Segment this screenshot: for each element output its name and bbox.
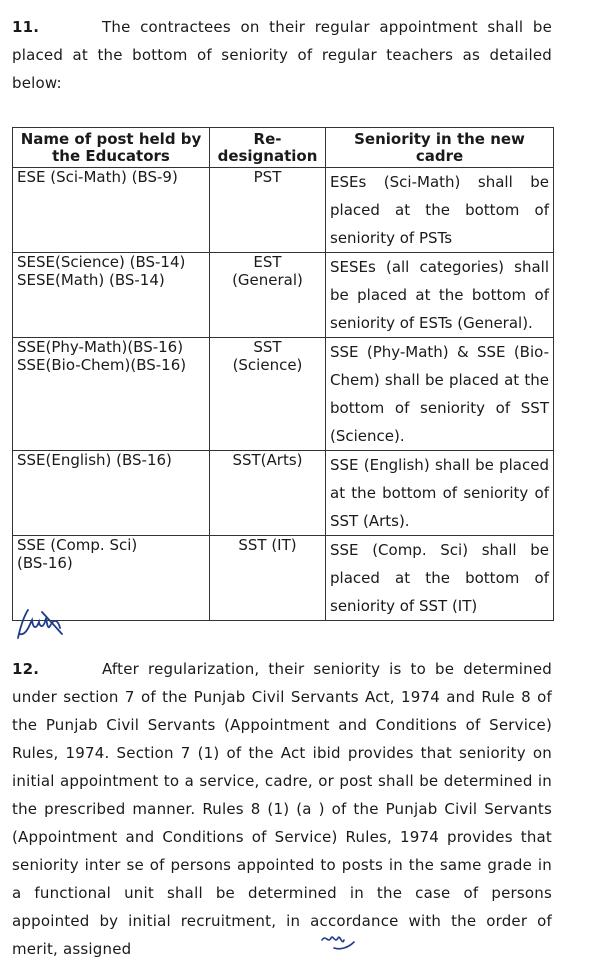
table-row: [13, 168, 554, 253]
seniority-cell: SSE (English) shall be placed at the bottom of seniority of SST (Arts).: [326, 451, 554, 536]
redesignation-line: EST: [253, 253, 282, 271]
paragraph-12: [12, 655, 552, 963]
redesignation-line: SST (IT): [238, 536, 297, 554]
redesignation-line: PST: [253, 168, 282, 186]
handwritten-initials-signature: [12, 604, 72, 648]
seniority-cell: ESEs (Sci-Math) shall be placed at the bottom of seniority of PSTs: [326, 168, 554, 253]
handwritten-initials-mark: [318, 926, 358, 956]
post-line: SSE(Phy-Math)(BS-16): [17, 338, 184, 356]
post-line: SSE(English) (BS-16): [17, 451, 172, 469]
paragraph-text: The contractees on their regular appointment shall be placed at the bottom of seniority of regular teachers as detailed below:: [12, 18, 552, 92]
redesignation-cell: [210, 168, 326, 253]
table-row: [13, 451, 554, 536]
redesignation-cell: [210, 536, 326, 621]
paragraph-number: 11.: [12, 18, 40, 36]
paragraph-text: After regularization, their seniority is to be determined under section 7 of the Punjab Civil Servants Act, 1974 and Rule 8 of the Punjab Civil Servants (Appointment and Conditions of Service) Rules, 1974. Section 7 (1) of the Act ibid provides that seniority on initial appointment to a service, cadre, or post shall be determined in the prescribed manner. Rules 8 (1) (a ) of the Punjab Civil Servants (Appointment and Conditions of Service) Rules, 1974 provides that seniority inter se of persons appointed to posts in the same grade in a functional unit shall be determined in the case of persons appointed by initial recruitment, in accordance with the order of merit, assigned: [12, 660, 552, 958]
post-line: (BS-16): [17, 554, 73, 572]
header-post-name: Name of post held by the Educators: [13, 128, 210, 168]
post-line: ESE (Sci-Math) (BS-9): [17, 168, 178, 186]
seniority-cell: SESEs (all categories) shall be placed at the bottom of seniority of ESTs (General).: [326, 253, 554, 338]
post-line: SESE(Science) (BS-14): [17, 253, 186, 271]
post-line: SSE (Comp. Sci): [17, 536, 138, 554]
redesignation-cell: [210, 338, 326, 451]
redesignation-cell: [210, 253, 326, 338]
redesignation-cell: [210, 451, 326, 536]
seniority-cell: SSE (Comp. Sci) shall be placed at the bottom of seniority of SST (IT): [326, 536, 554, 621]
header-seniority: Seniority in the new cadre: [326, 128, 554, 168]
post-cell: [13, 168, 210, 253]
post-cell: [13, 451, 210, 536]
table-header-row: [13, 128, 554, 168]
post-line: SSE(Bio-Chem)(BS-16): [17, 356, 187, 374]
table-row: [13, 253, 554, 338]
paragraph-number: 12.: [12, 660, 40, 678]
redesignation-line: (Science): [232, 356, 303, 374]
post-cell: [13, 338, 210, 451]
table-row: [13, 338, 554, 451]
redesignation-line: SST(Arts): [232, 451, 303, 469]
post-cell: [13, 253, 210, 338]
post-line: SESE(Math) (BS-14): [17, 271, 165, 289]
seniority-cell: SSE (Phy-Math) & SSE (Bio-Chem) shall be placed at the bottom of seniority of SST (Science).: [326, 338, 554, 451]
redesignation-line: SST: [253, 338, 282, 356]
header-redesignation: Re-designation: [210, 128, 326, 168]
seniority-table: [12, 127, 554, 621]
redesignation-line: (General): [232, 271, 303, 289]
table-row: [13, 536, 554, 621]
paragraph-11: [12, 13, 552, 97]
